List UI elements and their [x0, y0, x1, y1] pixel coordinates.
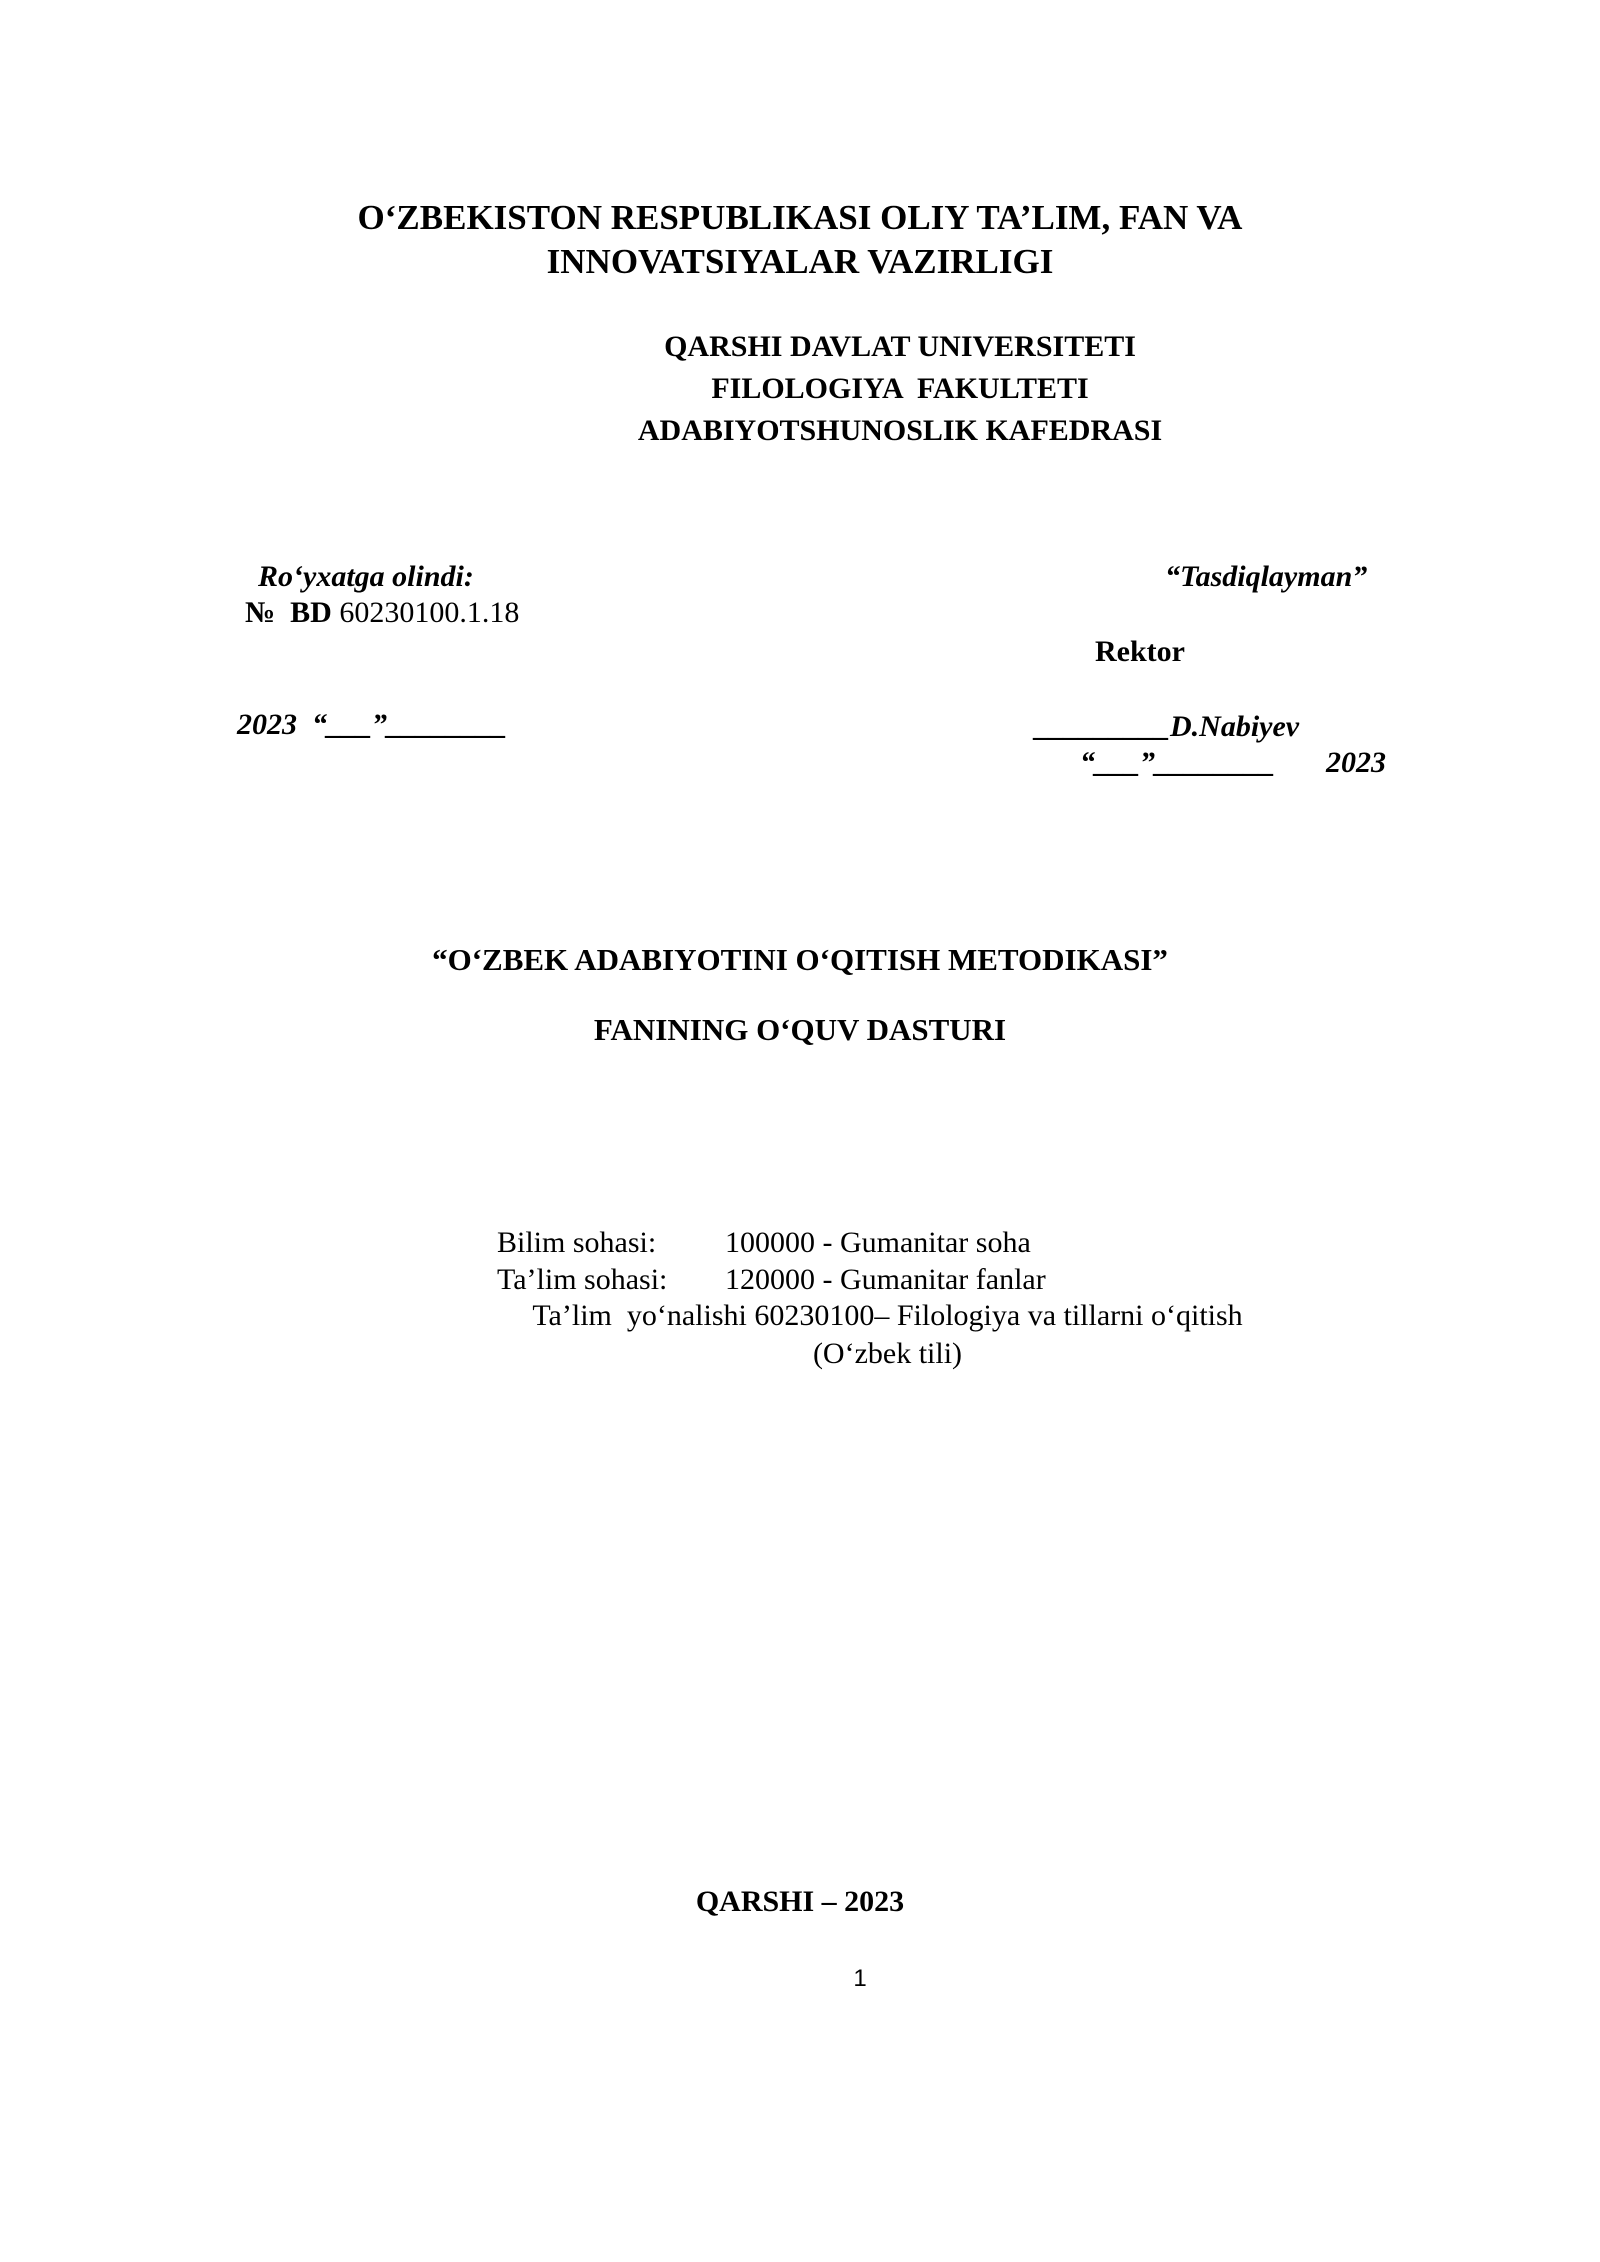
approval-date-year: 2023 [1326, 746, 1386, 779]
approval-date [1080, 746, 1386, 780]
department-name: ADABIYOTSHUNOSLIK KAFEDRASI [637, 414, 1163, 447]
page-number: 1 [853, 1965, 867, 1992]
knowledge-field-value: 100000 - Gumanitar soha [725, 1226, 1031, 1259]
education-field-value: 120000 - Gumanitar fanlar [725, 1263, 1046, 1296]
knowledge-field-label: Bilim sohasi: [497, 1226, 657, 1259]
knowledge-field-row [497, 1226, 1031, 1260]
registration-number-prefix: № BD [245, 596, 332, 629]
city-year: QARSHI – 2023 [695, 1885, 905, 1918]
registration-number-value: 60230100.1.18 [339, 596, 520, 629]
education-field-row [497, 1263, 1046, 1297]
institution-block [400, 326, 1400, 452]
ministry-heading [300, 196, 1300, 284]
education-field-label: Ta’lim sohasi: [497, 1263, 668, 1296]
approval-label: “Tasdiqlayman” [1165, 560, 1368, 593]
registration-label: Ro‘yxatga olindi: [258, 560, 474, 593]
education-direction: Ta’lim yo‘nalishi 60230100– Filologiya va tillarni o‘qitish [532, 1299, 1243, 1332]
approval-position: Rektor [1095, 635, 1185, 668]
registration-number [245, 596, 519, 630]
university-name: QARSHI DAVLAT UNIVERSITETI [664, 330, 1136, 363]
rector-signature-line: _________D.Nabiyev [1035, 710, 1300, 743]
program-title: FANINING O‘QUV DASTURI [593, 1012, 1007, 1047]
education-direction-language: (O‘zbek tili) [812, 1337, 963, 1370]
faculty-name: FILOLOGIYA FAKULTETI [711, 372, 1089, 405]
approval-date-blank: “___”________ [1080, 746, 1275, 779]
registration-date: 2023 “___”________ [237, 708, 507, 741]
ministry-line-1: O‘ZBEKISTON RESPUBLIKASI OLIY TA’LIM, FAN VA [357, 198, 1243, 237]
ministry-line-2: INNOVATSIYALAR VAZIRLIGI [546, 242, 1054, 281]
subject-title: “O‘ZBEK ADABIYOTINI O‘QITISH METODIKASI” [432, 942, 1168, 977]
